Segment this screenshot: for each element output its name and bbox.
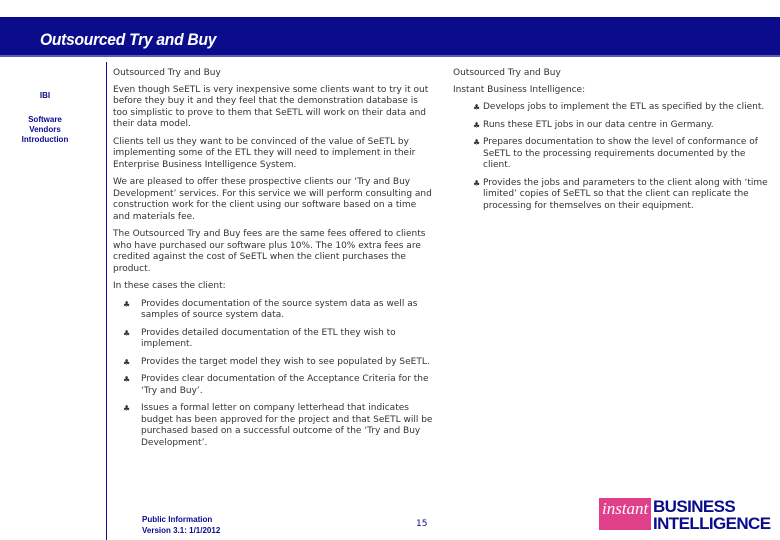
bullet-icon: ♣ (123, 375, 131, 384)
nav-section-line: Introduction (21, 135, 69, 144)
list-item-text: Provides the target model they wish to see populated by SeETL. (141, 356, 430, 367)
footer-info (142, 514, 220, 536)
left-heading: Outsourced Try and Buy (113, 68, 221, 78)
page-number: 15 (416, 519, 428, 529)
title-bar-accent (0, 55, 780, 57)
list-item (453, 178, 769, 213)
right-column (453, 68, 769, 218)
list-item (113, 403, 433, 449)
bullet-icon: ♣ (123, 357, 131, 367)
logo-instant-block: instant (599, 498, 651, 530)
bullet-icon: ♣ (473, 178, 481, 188)
nav-section-line: Software (28, 115, 62, 124)
left-paragraph: The Outsourced Try and Buy fees are the same fees offered to clients who have purchased our software plus 10%. The 10% extra fees are credited against the cost of SeETL when the client purchases the product. (113, 229, 426, 274)
bullet-icon: ♣ (473, 138, 481, 147)
list-item-text: Develops jobs to implement the ETL as specified by the client. (483, 102, 765, 112)
left-paragraph: Even though SeETL is very inexpensive some clients want to try it out before they buy it and they feel that the demonstration database is too simplistic to prove to them that SeETL will work on their data and their data model. (113, 84, 429, 129)
logo-line: BUSINESS (653, 497, 736, 516)
list-item-text: Issues a formal letter on company letterhead that indicates budget has been approved for the project and that SeETL will be purchased based on a successful outcome of the ‘Try and Buy Development’. (141, 403, 433, 448)
list-item (453, 102, 769, 114)
footer-line: Version 3.1: 1/1/2012 (142, 526, 221, 535)
list-item-text: Provides detailed documentation of the ETL they wish to implement. (141, 327, 396, 349)
divider-line (106, 62, 107, 540)
bullet-icon: ♣ (473, 120, 481, 130)
logo-words (653, 498, 770, 532)
nav-ibi: IBI (39, 91, 51, 100)
list-item (113, 357, 433, 369)
footer-line: Public Information (142, 515, 213, 524)
list-item-text: Provides the jobs and parameters to the client along with ‘time limited’ copies of SeETL so that the client can replicate the processing for themselves on their equipment. (483, 177, 768, 211)
list-item-text: Runs these ETL jobs in our data centre in Germany. (483, 119, 714, 130)
bullet-icon: ♣ (473, 103, 481, 112)
nav-section (14, 115, 76, 145)
client-bullet-list (113, 299, 433, 450)
list-item-text: Provides clear documentation of the Acceptance Criteria for the ‘Try and Buy’. (141, 374, 429, 396)
ibi-bullet-list (453, 102, 769, 212)
left-paragraph: Clients tell us they want to be convinced of the value of SeETL by implementing some of the ETL they will need to implement in their Enterprise Business Intelligence System. (113, 136, 416, 170)
left-paragraph: In these cases the client: (113, 281, 226, 291)
left-column (113, 68, 433, 455)
list-item-text: Provides documentation of the source system data as well as samples of source system data. (141, 298, 418, 320)
left-paragraph: We are pleased to offer these prospective clients our ‘Try and Buy Development’ services. For this service we will perform consulting and construction work for the client using our software based on a time and materials fee. (113, 177, 432, 222)
page-title: Outsourced Try and Buy (40, 30, 217, 49)
list-item (113, 328, 433, 351)
right-intro: Instant Business Intelligence: (453, 84, 586, 95)
list-item-text: Prepares documentation to show the level of conformance of SeETL to the processing requirements documented by the client. (483, 137, 758, 170)
nav-section-line: Vendors (29, 125, 61, 134)
company-logo (599, 498, 775, 532)
list-item (453, 120, 769, 132)
bullet-icon: ♣ (123, 299, 131, 309)
list-item (113, 374, 433, 397)
list-item (113, 299, 433, 322)
bullet-icon: ♣ (123, 404, 131, 413)
logo-line: INTELLIGENCE (653, 514, 771, 533)
bullet-icon: ♣ (123, 328, 131, 338)
right-heading: Outsourced Try and Buy (453, 68, 561, 78)
list-item (453, 137, 769, 172)
